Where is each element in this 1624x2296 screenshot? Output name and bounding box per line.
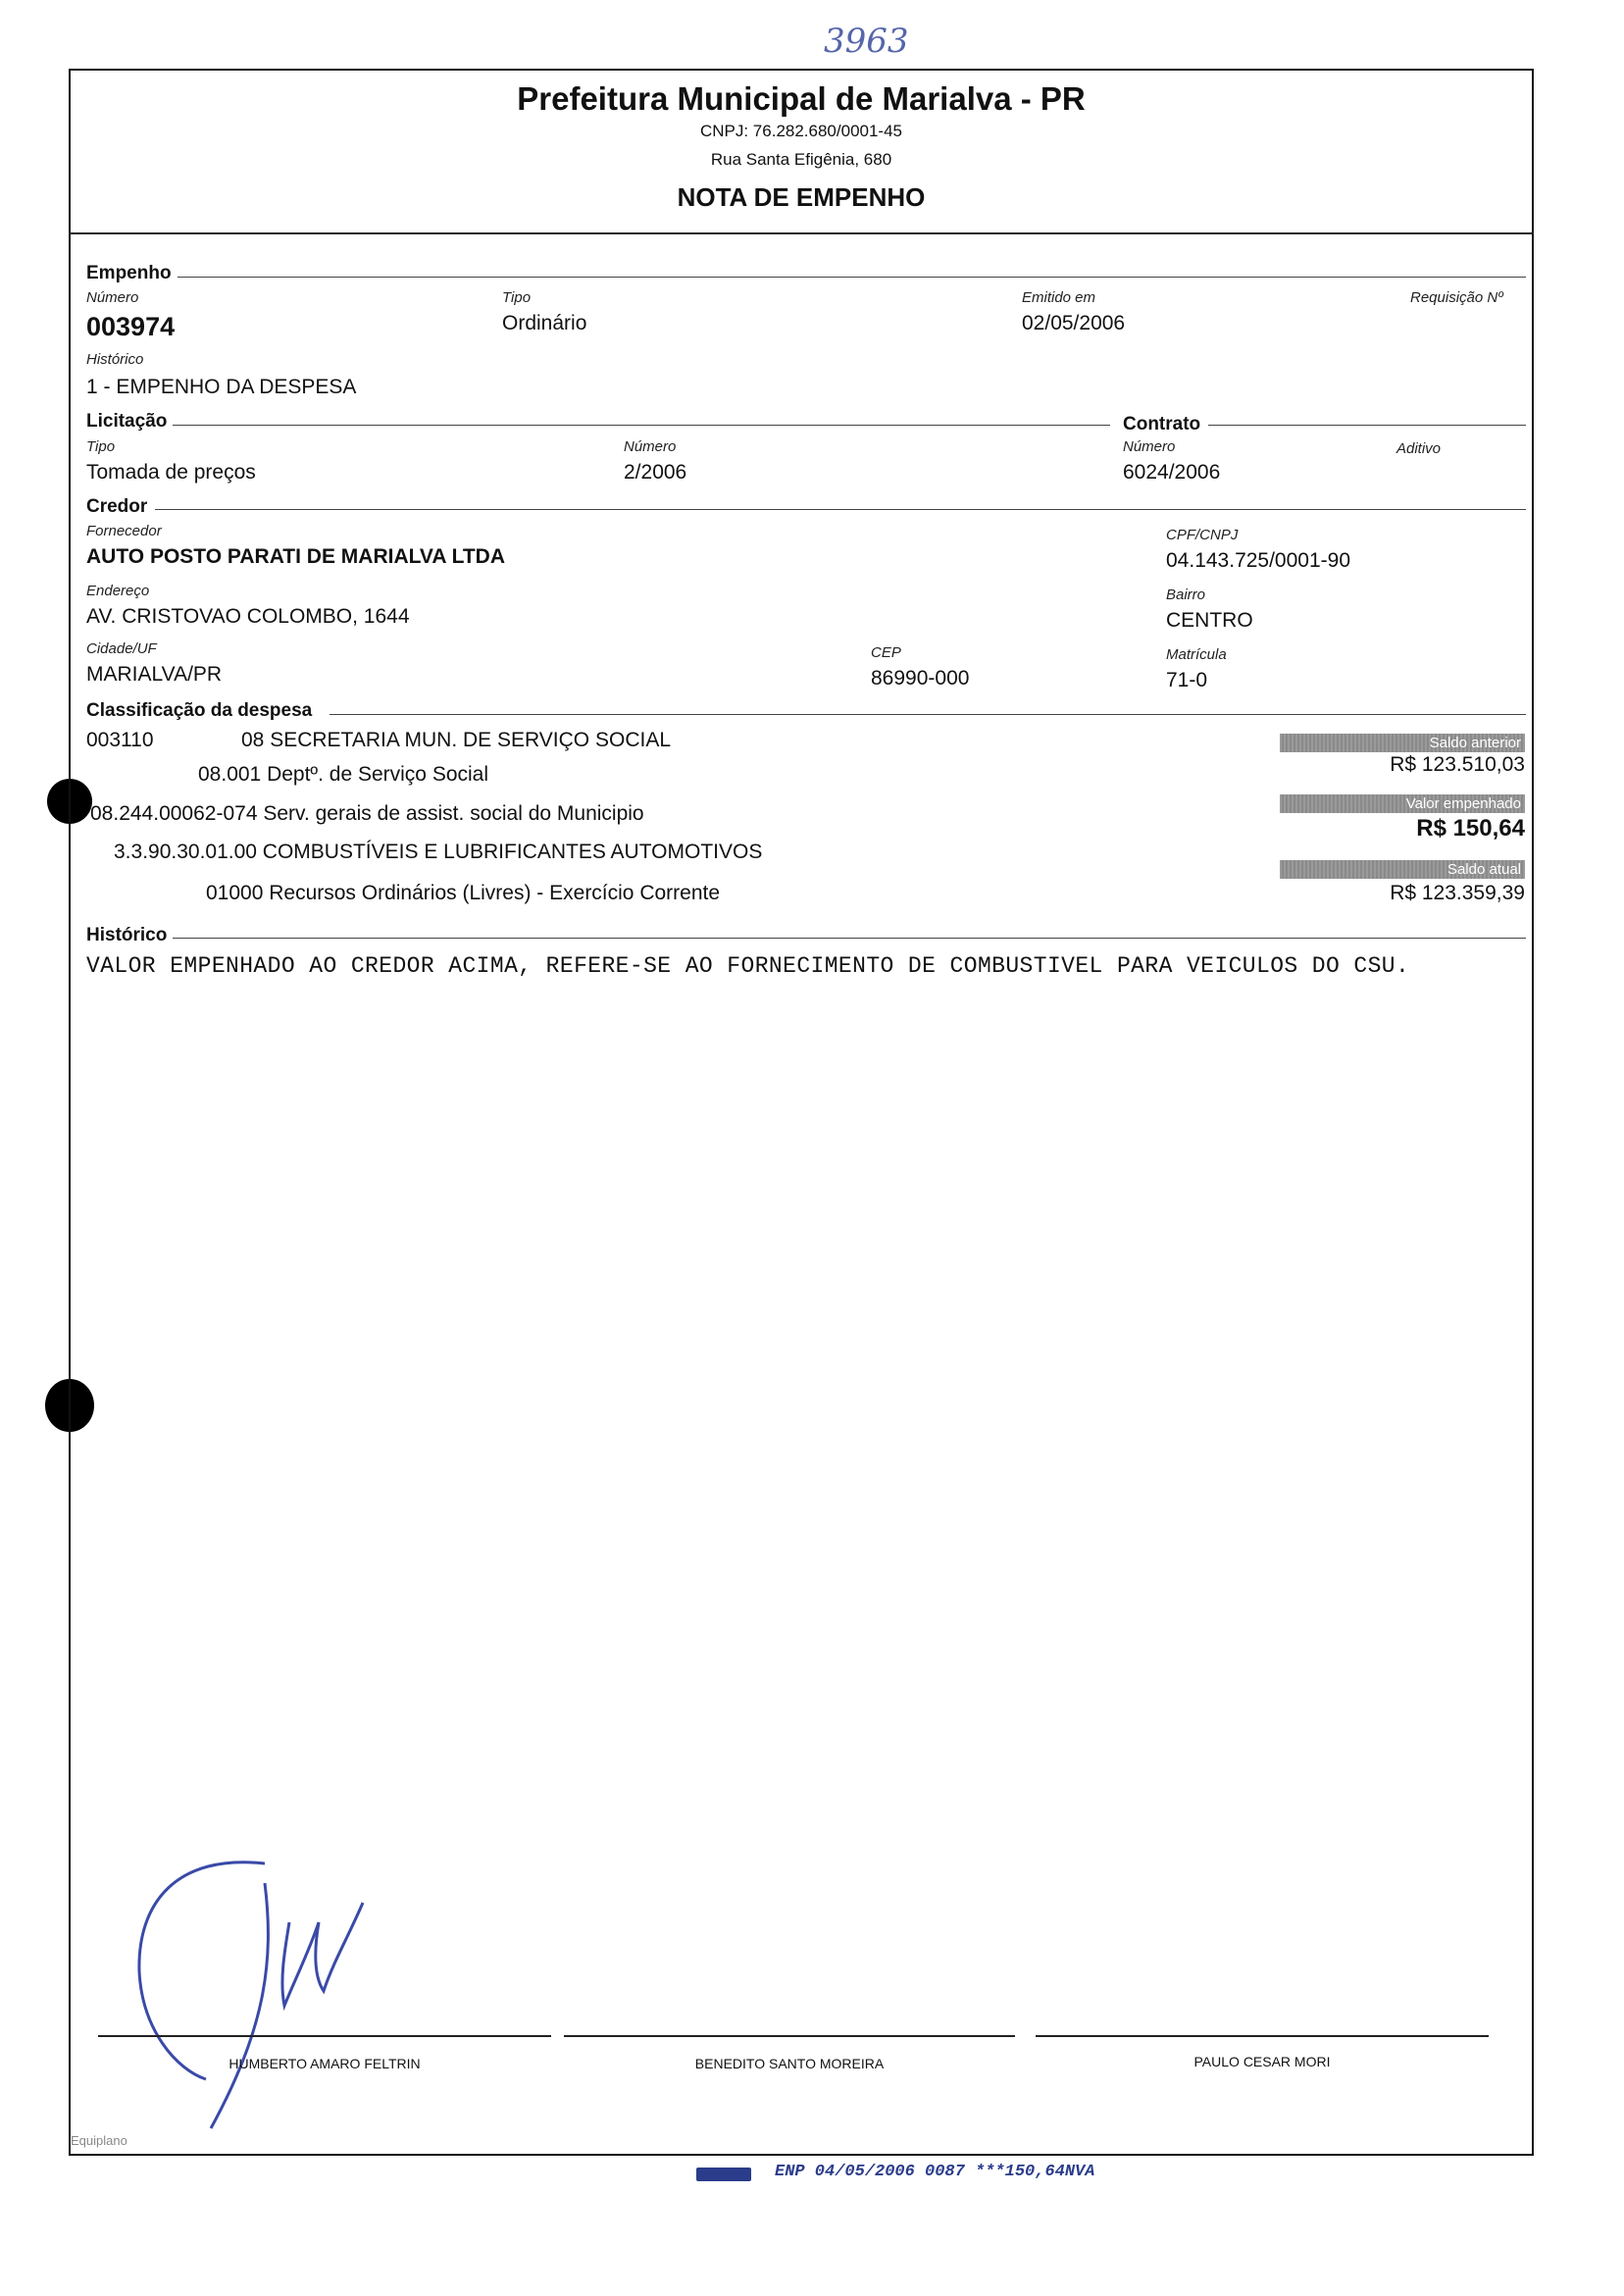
handwritten-page-number: 3963 — [824, 22, 909, 61]
saldo-anterior-value: R$ 123.510,03 — [1390, 753, 1525, 776]
signature-name-2: BENEDITO SANTO MOREIRA — [694, 2056, 885, 2071]
empenho-historico: 1 - EMPENHO DA DESPESA — [86, 376, 357, 398]
fornecedor-label: Fornecedor — [86, 523, 162, 539]
classificacao-elemento: 3.3.90.30.01.00 COMBUSTÍVEIS E LUBRIFICANTES AUTOMOTIVOS — [114, 841, 763, 863]
saldo-atual-value: R$ 123.359,39 — [1390, 882, 1525, 904]
classificacao-rule — [330, 714, 1526, 715]
requisicao-label: Requisição Nº — [1410, 289, 1503, 306]
valor-empenhado-value: R$ 150,64 — [1416, 815, 1525, 842]
cep-value: 86990-000 — [871, 667, 970, 689]
matricula-value: 71-0 — [1166, 669, 1208, 691]
saldo-atual-label: Saldo atual — [1446, 861, 1521, 878]
cpf-cnpj-value: 04.143.725/0001-90 — [1166, 549, 1351, 572]
bank-stamp-logo — [696, 2168, 751, 2181]
classificacao-unidade: 08.001 Deptº. de Serviço Social — [198, 763, 489, 786]
saldo-anterior-label: Saldo anterior — [1429, 735, 1521, 751]
contrato-section-title: Contrato — [1123, 414, 1206, 435]
credor-section-title: Credor — [86, 496, 153, 518]
saldo-atual-bar — [1280, 860, 1525, 879]
bairro-value: CENTRO — [1166, 609, 1253, 632]
matricula-label: Matrícula — [1166, 646, 1227, 663]
saldo-anterior-bar — [1280, 734, 1525, 752]
cidade-uf-value: MARIALVA/PR — [86, 663, 223, 686]
empenho-tipo-label: Tipo — [502, 289, 532, 306]
bank-stamp-text: ENP 04/05/2006 0087 ***150,64NVA — [775, 2163, 1095, 2181]
licitacao-tipo-label: Tipo — [86, 438, 116, 455]
classificacao-section-title: Classificação da despesa — [86, 700, 318, 722]
emitido-label: Emitido em — [1022, 289, 1096, 306]
valor-empenhado-bar — [1280, 794, 1525, 813]
credor-rule — [155, 509, 1526, 510]
handwritten-signature — [118, 1844, 412, 2138]
document-title: NOTA DE EMPENHO — [677, 182, 926, 212]
historico-text: VALOR EMPENHADO AO CREDOR ACIMA, REFERE-SE AO FORNECIMENTO DE COMBUSTIVEL PARA VEICULOS DO CSU. — [86, 953, 1410, 979]
aditivo-label: Aditivo — [1396, 440, 1442, 457]
signature-name-3: PAULO CESAR MORI — [1193, 2054, 1331, 2069]
signature-line-3 — [1036, 2035, 1489, 2037]
signature-name-1: HUMBERTO AMARO FELTRIN — [228, 2056, 421, 2071]
empenho-historico-label: Histórico — [86, 351, 144, 368]
classificacao-fonte: 01000 Recursos Ordinários (Livres) - Exercício Corrente — [206, 882, 721, 904]
historico-rule — [167, 938, 1526, 939]
classificacao-orgao: 08 SECRETARIA MUN. DE SERVIÇO SOCIAL — [241, 729, 672, 751]
empenho-numero: 003974 — [86, 312, 176, 341]
bairro-label: Bairro — [1166, 587, 1206, 603]
empenho-section-title: Empenho — [86, 263, 178, 284]
licitacao-numero-label: Número — [624, 438, 677, 455]
cep-label: CEP — [871, 644, 901, 661]
signature-line-2 — [564, 2035, 1015, 2037]
empenho-rule — [173, 277, 1526, 278]
empenho-tipo: Ordinário — [502, 312, 587, 334]
cpf-cnpj-label: CPF/CNPJ — [1166, 527, 1239, 543]
valor-empenhado-label: Valor empenhado — [1405, 795, 1521, 812]
signature-line-1 — [98, 2035, 551, 2037]
endereco-value: AV. CRISTOVAO COLOMBO, 1644 — [86, 605, 410, 628]
municipality-title: Prefeitura Municipal de Marialva - PR — [517, 80, 1086, 117]
endereco-label: Endereço — [86, 583, 150, 599]
licitacao-section-title: Licitação — [86, 411, 173, 433]
cnpj-line: CNPJ: 76.282.680/0001-45 — [699, 122, 903, 140]
address-line: Rua Santa Efigênia, 680 — [710, 150, 892, 169]
contrato-rule — [1208, 425, 1526, 426]
licitacao-tipo: Tomada de preços — [86, 461, 256, 484]
contrato-numero-label: Número — [1123, 438, 1176, 455]
empenho-numero-label: Número — [86, 289, 139, 306]
licitacao-numero: 2/2006 — [624, 461, 687, 484]
emitido-value: 02/05/2006 — [1022, 312, 1126, 334]
licitacao-rule — [173, 425, 1110, 426]
software-footer: Equiplano — [71, 2133, 127, 2148]
fornecedor-value: AUTO POSTO PARATI DE MARIALVA LTDA — [86, 545, 505, 568]
classificacao-funcional: 08.244.00062-074 Serv. gerais de assist. social do Municipio — [90, 802, 644, 825]
classificacao-code: 003110 — [86, 729, 154, 751]
historico-section-title: Histórico — [86, 925, 173, 946]
header-divider — [69, 232, 1534, 234]
contrato-numero: 6024/2006 — [1123, 461, 1221, 484]
cidade-uf-label: Cidade/UF — [86, 640, 157, 657]
